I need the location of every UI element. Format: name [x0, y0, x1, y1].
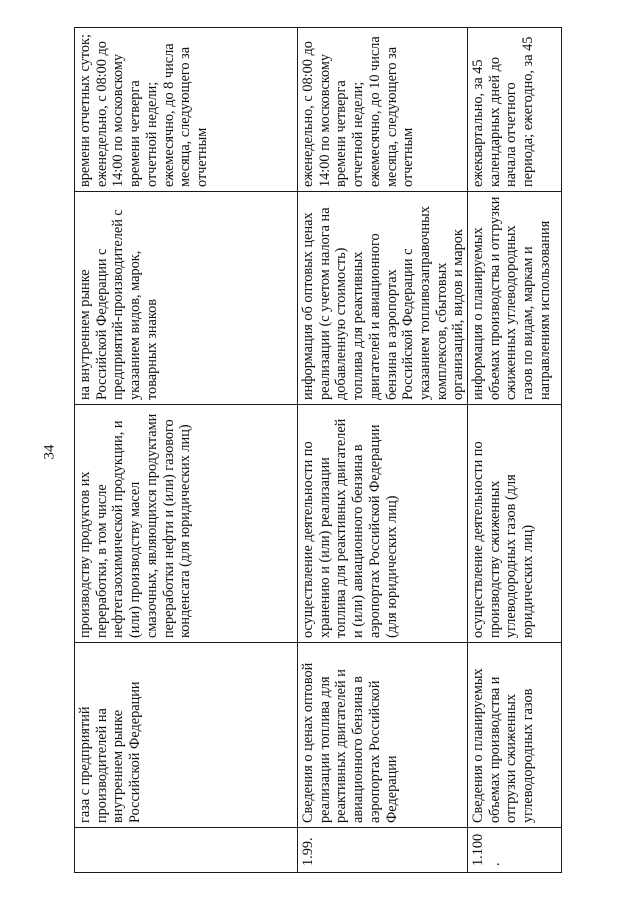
info-content-cell: информация о планируемых объемах производства и отгрузки сжиженных углеводородных газов по видам, маркам и направлениям использования — [468, 192, 562, 405]
respondents-cell: производству продуктов их переработки, в том числе нефтегазохимической продукции, и (или) производству масел смазочных, являющихся продуктами переработки нефти и (или) газового конденсата (для юридических лиц) — [75, 405, 298, 643]
info-name-cell: Сведения о планируемых объемах производства и отгрузки сжиженных углеводородных газов — [468, 643, 562, 828]
row-number-cell: 1.100. — [468, 828, 562, 873]
respondents-cell: осуществление деятельности по хранению и (или) реализации топлива для реактивных двигателей и (или) авиационного бензина в аэропортах Российской Федерации (для юридических лиц) — [298, 405, 468, 643]
info-name-cell: газа с предприятий производителей на внутреннем рынке Российской Федерации — [75, 643, 298, 828]
page-number: 34 — [41, 444, 58, 460]
info-content-cell: информация об оптовых ценах реализации (с учетом налога на добавленную стоимость) топлива для реактивных двигателей и авиационного бензина в аэропортах Российской Федерации с указанием топливозаправочных комплексов, сбытовых организаций, видов и марок — [298, 192, 468, 405]
deadline-cell: еженедельно, с 08:00 до 14:00 по московскому времени четверга отчетной недели; ежемесячно, до 10 числа месяца, следующего за отчетным — [298, 28, 468, 192]
table-row — [298, 28, 468, 873]
info-content-cell: на внутреннем рынке Российской Федерации с предприятий-производителей с указанием видов, марок, товарных знаков — [75, 192, 298, 405]
reporting-requirements-table — [74, 27, 562, 873]
row-number-cell: 1.99. — [298, 828, 468, 873]
row-number-cell — [75, 828, 298, 873]
table-row — [468, 28, 562, 873]
deadline-cell: ежеквартально, за 45 календарных дней до начала отчетного периода; ежегодно, за 45 — [468, 28, 562, 192]
info-name-cell: Сведения о ценах оптовой реализации топлива для реактивных двигателей и авиационного бензина в аэропортах Российской Федерации — [298, 643, 468, 828]
table-row — [75, 28, 298, 873]
deadline-cell: времени отчетных суток; еженедельно, с 08:00 до 14:00 по московскому времени четверга отчетной недели; ежемесячно, до 8 числа месяца, следующего за отчетным — [75, 28, 298, 192]
respondents-cell: осуществление деятельности по производству сжиженных углеводородных газов (для юридических лиц) — [468, 405, 562, 643]
rotated-table-container — [74, 28, 559, 873]
